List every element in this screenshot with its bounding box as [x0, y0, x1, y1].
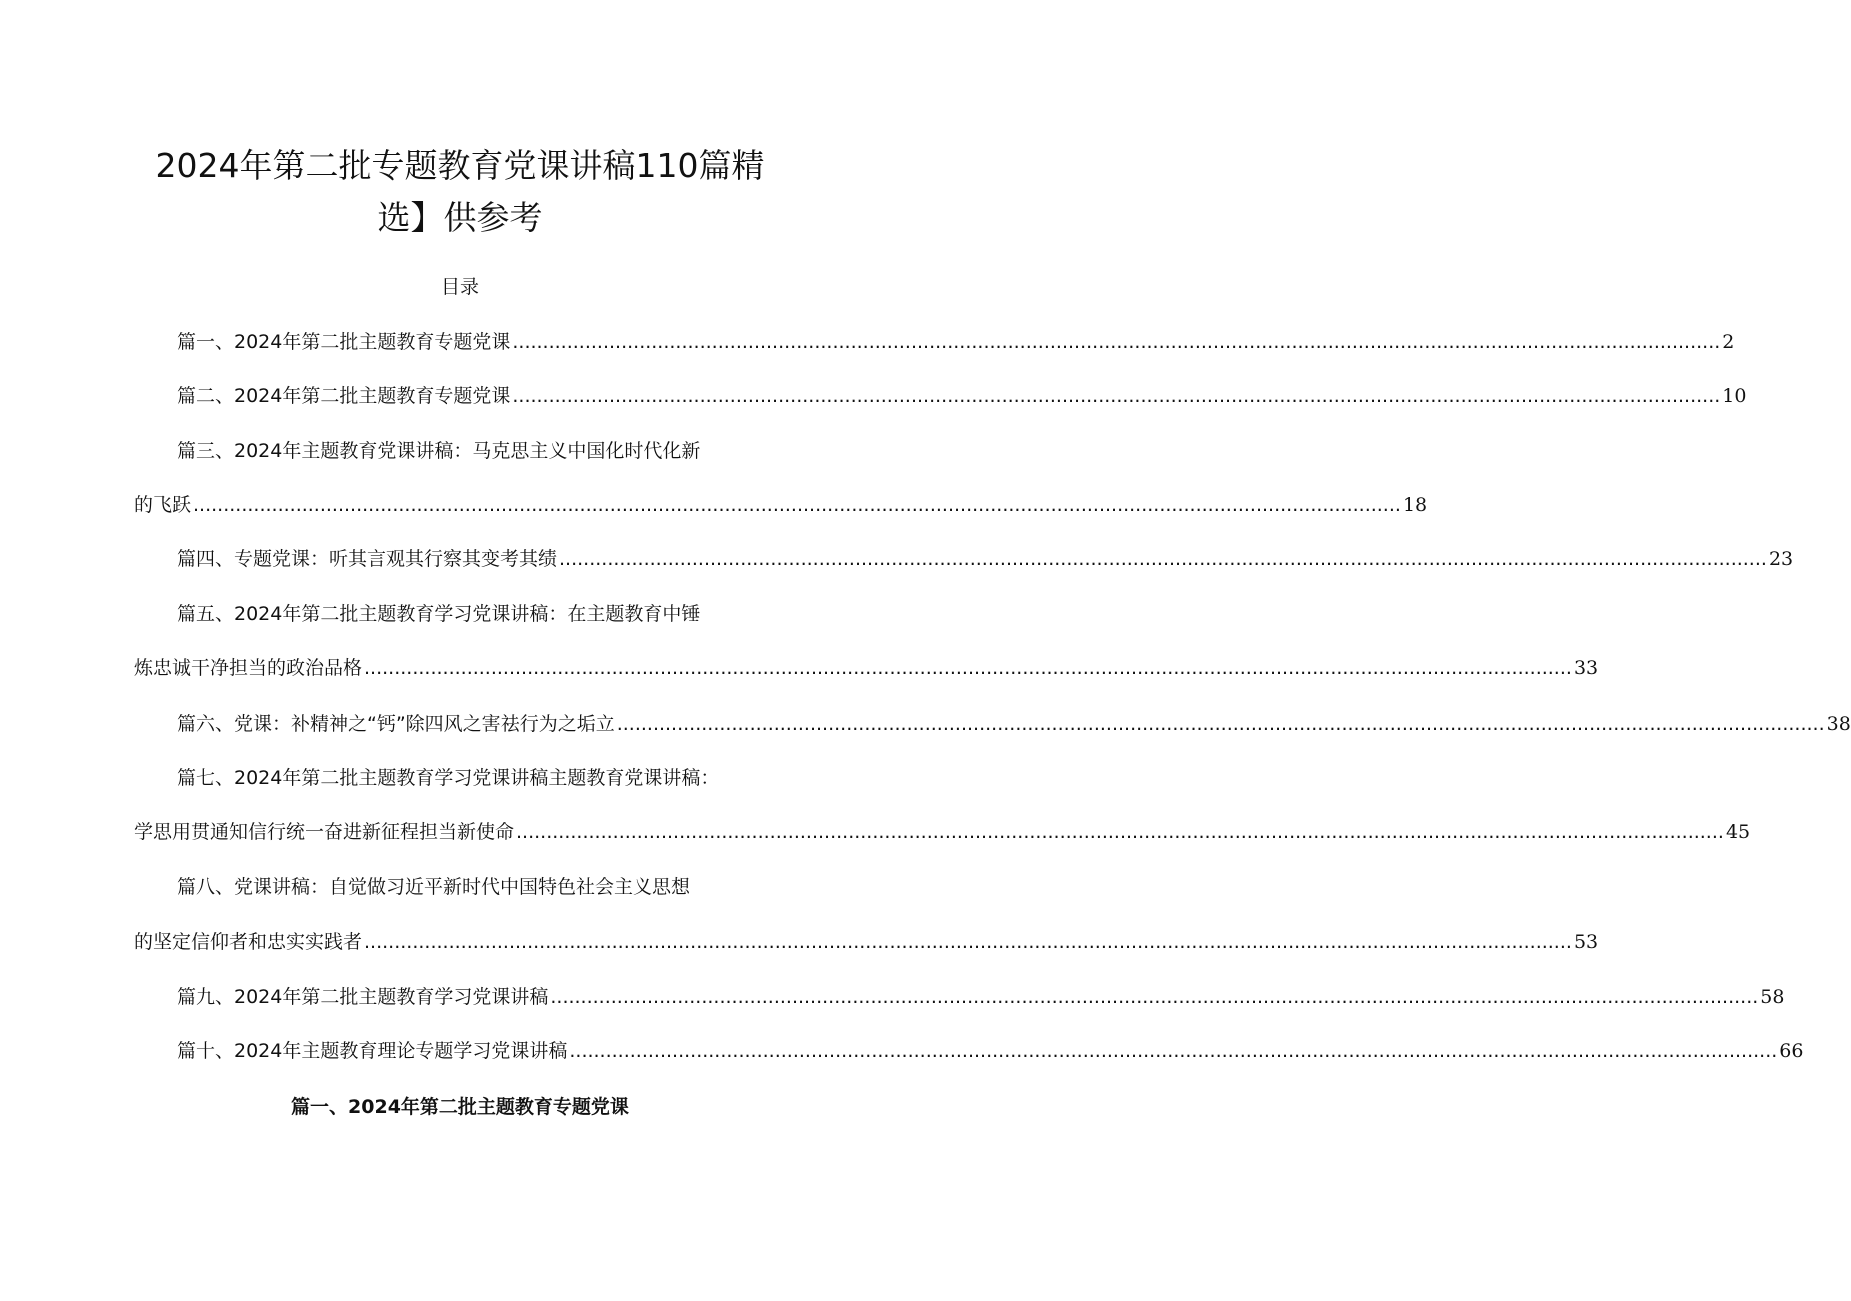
- toc-entry-line[interactable]: [134, 328, 1735, 356]
- toc-heading: 目录: [440, 276, 479, 298]
- toc-entry-title: 篇二、2024年第二批主题教育专题党课: [177, 385, 511, 407]
- toc-leader-dots: ........................................................................................................................................................................................................: [512, 385, 1721, 407]
- toc-entry-line[interactable]: [134, 654, 1599, 682]
- toc-leader-dots: ........................................................................................................................................................................................................: [550, 986, 1759, 1008]
- document-title-line-1: 2024年第二批专题教育党课讲稿110篇精: [155, 146, 765, 185]
- toc-entry-line[interactable]: [134, 818, 1751, 846]
- toc-page-number: 18: [1402, 494, 1428, 516]
- toc-entry-title: 篇四、专题党课：听其言观其行察其变考其绩: [177, 548, 558, 570]
- toc-page-number: 2: [1722, 331, 1735, 353]
- toc-entry-line[interactable]: [134, 600, 774, 628]
- toc-entry-title: 篇十、2024年主题教育理论专题学习党课讲稿: [177, 1040, 568, 1062]
- toc-leader-dots: ........................................................................................................................................................................................................: [364, 657, 1572, 679]
- toc-entry-line[interactable]: [134, 873, 774, 901]
- toc-entry-title: 篇三、2024年主题教育党课讲稿：马克思主义中国化时代化新: [177, 440, 701, 462]
- document-title: [150, 140, 770, 244]
- toc-entry-line[interactable]: [134, 983, 1785, 1011]
- toc-page-number: 45: [1725, 821, 1751, 843]
- toc-leader-dots: ........................................................................................................................................................................................................: [512, 331, 1721, 353]
- section-heading: 篇一、2024年第二批主题教育专题党课: [291, 1096, 629, 1118]
- toc-page-number: 33: [1573, 657, 1599, 679]
- toc-entry-line[interactable]: [134, 928, 1599, 956]
- toc-leader-dots: ........................................................................................................................................................................................................: [559, 548, 1767, 570]
- toc-entry-title-continuation: 的坚定信仰者和忠实实践者: [134, 931, 363, 953]
- toc-entry-title: 篇七、2024年第二批主题教育学习党课讲稿主题教育党课讲稿：: [177, 767, 720, 789]
- toc-page-number: 66: [1779, 1040, 1804, 1062]
- toc-entry-title-continuation: 学思用贯通知信行统一奋进新征程担当新使命: [134, 821, 515, 843]
- toc-entry-line[interactable]: [134, 437, 774, 465]
- toc-leader-dots: ........................................................................................................................................................................................................: [516, 821, 1724, 843]
- toc-page-number: 23: [1768, 548, 1794, 570]
- toc-leader-dots: ........................................................................................................................................................................................................: [193, 494, 1401, 516]
- toc-page-number: 53: [1573, 931, 1599, 953]
- toc-leader-dots: ........................................................................................................................................................................................................: [569, 1040, 1778, 1062]
- toc-leader-dots: ........................................................................................................................................................................................................: [364, 931, 1572, 953]
- toc-entry-line[interactable]: [134, 710, 1851, 738]
- toc-entry-title-continuation: 的飞跃: [134, 494, 192, 516]
- toc-entry-title-continuation: 炼忠诚干净担当的政治品格: [134, 657, 363, 679]
- toc-entry-line[interactable]: [134, 382, 1747, 410]
- toc-page-number: 58: [1760, 986, 1785, 1008]
- toc-entry-title: 篇一、2024年第二批主题教育专题党课: [177, 331, 511, 353]
- toc-entry-line[interactable]: [134, 491, 1428, 519]
- toc-entry-title: 篇五、2024年第二批主题教育学习党课讲稿：在主题教育中锤: [177, 603, 701, 625]
- toc-leader-dots: ........................................................................................................................................................................................................: [616, 713, 1825, 735]
- toc-entry-line[interactable]: [134, 1037, 1804, 1065]
- toc-page-number: 38: [1826, 713, 1851, 735]
- toc-entry-title: 篇九、2024年第二批主题教育学习党课讲稿: [177, 986, 549, 1008]
- toc-entry-line[interactable]: [134, 764, 774, 792]
- toc-entry-title: 篇六、党课：补精神之“钙”除四风之害祛行为之垢立: [177, 713, 615, 735]
- toc-entry-line[interactable]: [134, 545, 1794, 573]
- toc-page-number: 10: [1722, 385, 1747, 407]
- toc-entry-title: 篇八、党课讲稿：自觉做习近平新时代中国特色社会主义思想: [177, 876, 691, 898]
- document-title-line-2: 选】供参考: [377, 198, 543, 237]
